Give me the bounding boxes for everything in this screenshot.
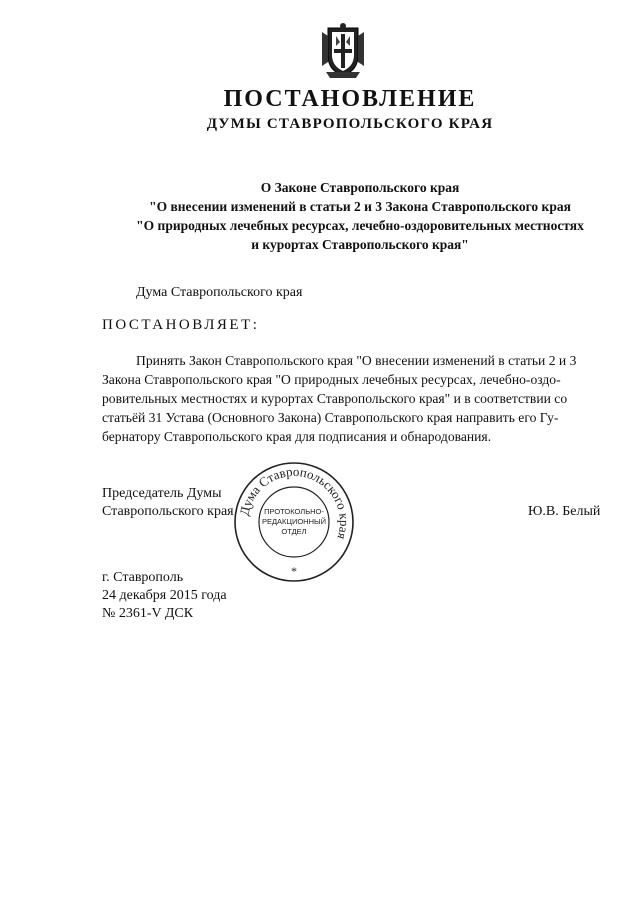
signatory-position-line-1: Председатель Думы [102,486,222,501]
footer-number: № 2361-V ДСК [102,606,194,621]
stamp-star: * [291,564,297,578]
subject-line-3: "О природных лечебных ресурсах, лечебно-оздоровительных местностях [136,218,584,233]
paragraph-line: Принять Закон Ставропольского края "О внесении изменений в статьи 2 и 3 [136,353,577,368]
paragraph-line: бернатору Ставропольского края для подписания и обнародования. [102,429,492,444]
main-paragraph [102,351,602,446]
stamp-inner-line-1: ПРОТОКОЛЬНО- [264,507,324,516]
paragraph-line: Закона Ставропольского края "О природных лечебных ресурсах, лечебно-оздо- [102,372,561,387]
stamp-inner-line-3: ОТДЕЛ [281,527,307,536]
stamp-inner-line-2: РЕДАКЦИОННЫЙ [261,517,327,526]
footer-date: 24 декабря 2015 года [102,588,227,603]
document-title: ПОСТАНОВЛЕНИЕ [223,86,477,112]
signatory-position-line-2: Ставропольского края [102,504,234,519]
paragraph-line: статьёй 31 Устава (Основного Закона) Ставропольского края направить его Гу- [102,410,559,425]
subject-line-1: О Законе Ставропольского края [260,180,460,195]
paragraph-line: ровительных местностях и курортах Ставропольского края" и в соответствии со [102,391,568,406]
subject-line-2: "О внесении изменений в статьи 2 и 3 Закона Ставропольского края [149,199,571,214]
decree-word: ПОСТАНОВЛЯЕТ: [102,317,260,333]
coat-of-arms-emblem [320,22,366,80]
footer-city: г. Ставрополь [102,570,184,585]
document-subtitle: ДУМЫ СТАВРОПОЛЬСКОГО КРАЯ [206,116,494,132]
official-stamp [232,460,356,584]
signatory-name: Ю.В. Белый [528,504,601,519]
subject-line-4: и курортах Ставропольского края" [251,237,469,252]
stamp-ring-text: Дума Ставропольского края [236,463,353,542]
author-line: Дума Ставропольского края [136,285,303,300]
